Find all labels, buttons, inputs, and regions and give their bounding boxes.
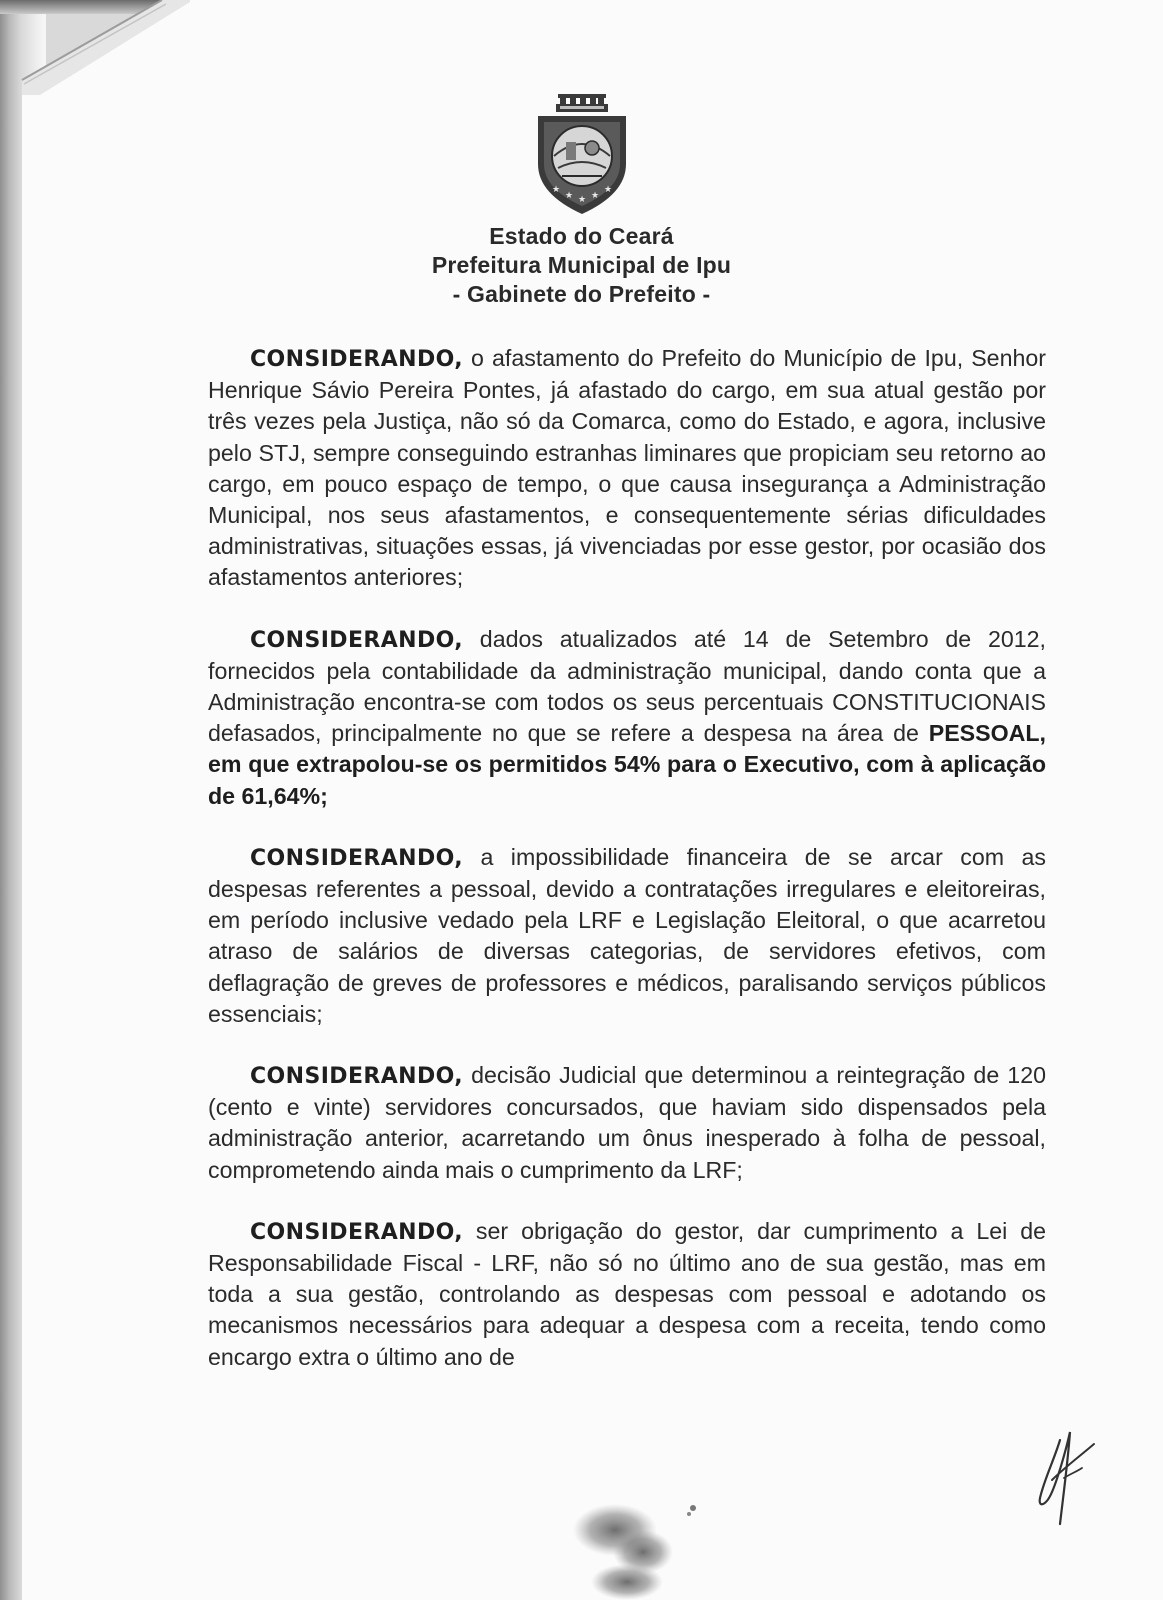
paragraph-text: o afastamento do Prefeito do Município de Ipu, Senhor Henrique Sávio Pereira Pontes, já afastado do cargo, em sua atual gestão por três vezes pela Justiça, não só da Comarca, como do Estado, e agora, inclusive pelo STJ, sempre conseguindo estranhas liminares que propiciam seu retorno ao cargo, em pouco espaço de tempo, o que causa insegurança a Administração Municipal, nos seus afastamentos, e consequentemente sérias dificuldades administrativas, situações essas, já vivenciadas por esse gestor, por ocasião dos afastamentos anteriores;	[208, 345, 1046, 591]
considerando-keyword: CONSIDERANDO,	[250, 1219, 463, 1245]
svg-text:★: ★	[577, 194, 586, 204]
considerando-keyword: CONSIDERANDO,	[250, 627, 463, 653]
considerando-keyword: CONSIDERANDO,	[250, 1064, 463, 1090]
paragraph-text: dados atualizados até 14 de Setembro de 2012, fornecidos pela contabilidade da administração municipal, dando conta que a Administração encontra-se com todos os seus percentuais CONSTITUCIONAIS defasados, principalmente no que se refere a despesa na área de	[208, 625, 1046, 747]
svg-text:★: ★	[590, 190, 599, 200]
svg-text:★: ★	[551, 184, 560, 194]
considerando-keyword: CONSIDERANDO,	[250, 347, 463, 372]
considerando-keyword: CONSIDERANDO,	[250, 845, 463, 871]
document-body	[208, 343, 1046, 1403]
considerando-paragraph-2	[208, 624, 1046, 812]
svg-text:★: ★	[603, 184, 612, 194]
considerando-paragraph-1	[208, 343, 1046, 594]
letterhead-municipality: Prefeitura Municipal de Ipu	[431, 252, 732, 278]
considerando-paragraph-5	[208, 1216, 1046, 1373]
svg-text:★: ★	[564, 190, 573, 200]
letterhead-state: Estado do Ceará	[489, 223, 674, 249]
considerando-paragraph-3	[208, 842, 1046, 1030]
letterhead-office: - Gabinete do Prefeito -	[452, 281, 711, 307]
handwritten-initials-icon	[1030, 1420, 1110, 1530]
paragraph-text: decisão Judicial que determinou a reintegração de 120 (cento e vinte) servidores concursados, que haviam sido dispensados pela administração anterior, acarretando um ônus inesperado à folha de pessoal, comprometendo ainda mais o cumprimento da LRF;	[208, 1062, 1046, 1183]
considerando-paragraph-4	[208, 1060, 1046, 1186]
paragraph-text: a impossibilidade financeira de se arcar com as despesas referentes a pessoal, devido a contratações irregulares e eleitoreiras, em período inclusive vedado pela LRF e Legislação Eleitoral, o que acarretou atraso de salários de diversas categorias, de servidores efetivos, com deflagração de greves de professores e médicos, paralisando serviços públicos essenciais;	[208, 843, 1046, 1027]
paragraph-bold-text: PESSOAL, em que extrapolou-se os permitidos 54% para o Executivo, com à aplicação de 61,64%;	[208, 720, 1046, 809]
ink-smudge-icon	[565, 1490, 705, 1600]
ceara-coat-of-arms-icon	[532, 92, 632, 218]
letterhead	[0, 92, 1163, 309]
paragraph-text: ser obrigação do gestor, dar cumprimento a Lei de Responsabilidade Fiscal - LRF, não só no último ano de sua gestão, mas em toda a sua gestão, controlando as despesas com pessoal e adotando os mecanismos necessários para adequar a despesa com a receita, tendo como encargo extra o último ano de	[208, 1217, 1046, 1370]
